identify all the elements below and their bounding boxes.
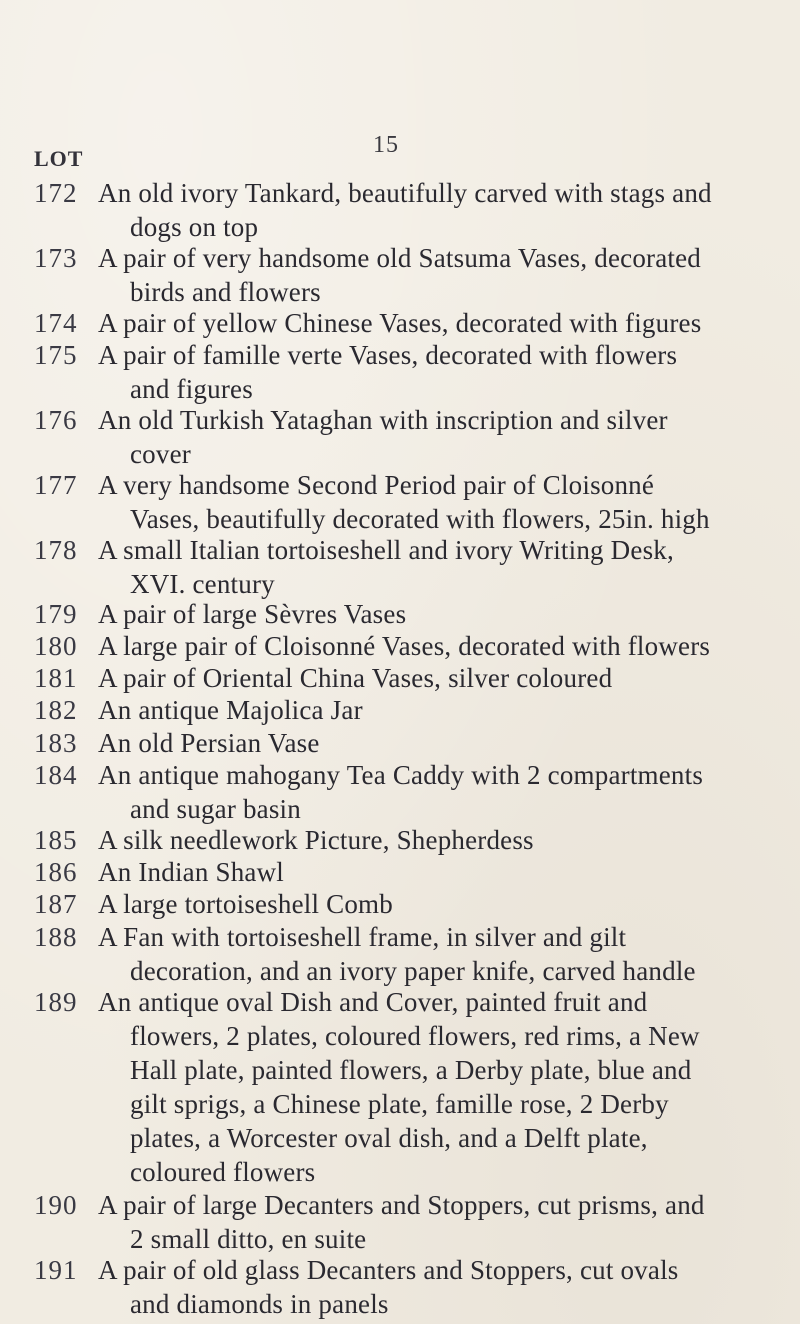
- lot-description-line: flowers, 2 plates, coloured flowers, red rims, a New: [130, 1021, 700, 1051]
- lot-description-line: and figures: [130, 374, 253, 404]
- lot-column-header: LOT: [34, 146, 84, 171]
- lot-description-line: An old Persian Vase: [98, 728, 320, 758]
- lot-description-line: A pair of very handsome old Satsuma Vases, decorated: [98, 243, 702, 273]
- lot-description-line: A pair of Oriental China Vases, silver coloured: [98, 663, 613, 693]
- lot-description-line: A large pair of Cloisonné Vases, decorated with flowers: [98, 631, 711, 661]
- lot-description-line: and diamonds in panels: [130, 1289, 389, 1319]
- lot-description-line: An antique oval Dish and Cover, painted fruit and: [98, 987, 648, 1017]
- lot-number: 172: [34, 178, 78, 208]
- lot-number: 178: [34, 535, 78, 565]
- lot-number: 176: [34, 405, 78, 435]
- lot-description-line: An Indian Shawl: [98, 857, 284, 887]
- lot-number: 188: [34, 922, 78, 952]
- lot-description-line: 2 small ditto, en suite: [130, 1224, 367, 1254]
- lot-description-line: decoration, and an ivory paper knife, carved handle: [130, 956, 696, 986]
- lot-description-line: cover: [130, 439, 191, 469]
- lot-description-line: Hall plate, painted flowers, a Derby plate, blue and: [130, 1055, 692, 1085]
- lot-description-line: and sugar basin: [130, 794, 301, 824]
- lot-number: 181: [34, 663, 78, 693]
- lot-number: 186: [34, 857, 78, 887]
- lot-description-line: An antique mahogany Tea Caddy with 2 compartments: [98, 760, 704, 790]
- lot-number: 179: [34, 599, 78, 629]
- lot-description-line: Vases, beautifully decorated with flowers, 25in. high: [130, 504, 710, 534]
- lot-number: 177: [34, 470, 78, 500]
- lot-number: 191: [34, 1255, 78, 1285]
- lot-description-line: A pair of famille verte Vases, decorated with flowers: [98, 340, 678, 370]
- lot-description-line: A pair of old glass Decanters and Stoppers, cut ovals: [98, 1255, 679, 1285]
- lot-number: 180: [34, 631, 78, 661]
- lot-number: 182: [34, 695, 78, 725]
- lot-description-line: birds and flowers: [130, 277, 321, 307]
- lot-number: 184: [34, 760, 78, 790]
- lot-number: 173: [34, 243, 78, 273]
- lot-number: 189: [34, 987, 78, 1017]
- lot-number: 174: [34, 308, 78, 338]
- lot-description-line: A small Italian tortoiseshell and ivory Writing Desk,: [98, 535, 674, 565]
- lot-description-line: A pair of large Sèvres Vases: [98, 599, 407, 629]
- page-number: 15: [373, 132, 399, 158]
- lot-description-line: An old ivory Tankard, beautifully carved with stags and: [98, 178, 712, 208]
- lot-description-line: XVI. century: [130, 569, 275, 599]
- lot-number: 183: [34, 728, 78, 758]
- lot-description-line: plates, a Worcester oval dish, and a Delft plate,: [130, 1123, 648, 1153]
- lot-description-line: gilt sprigs, a Chinese plate, famille rose, 2 Derby: [130, 1089, 669, 1119]
- lot-description-line: A large tortoiseshell Comb: [98, 889, 393, 919]
- lot-number: 175: [34, 340, 78, 370]
- lot-description-line: dogs on top: [130, 212, 259, 242]
- lot-description-line: A pair of yellow Chinese Vases, decorated with figures: [98, 308, 702, 338]
- lot-description-line: An old Turkish Yataghan with inscription and silver: [98, 405, 668, 435]
- lot-description-line: A silk needlework Picture, Shepherdess: [98, 825, 534, 855]
- lot-number: 190: [34, 1190, 78, 1220]
- lot-description-line: coloured flowers: [130, 1157, 316, 1187]
- lot-description-line: A pair of large Decanters and Stoppers, cut prisms, and: [98, 1190, 705, 1220]
- lot-number: 187: [34, 889, 78, 919]
- lot-description-line: A Fan with tortoiseshell frame, in silver and gilt: [98, 922, 627, 952]
- lot-description-line: A very handsome Second Period pair of Cloisonné: [98, 470, 655, 500]
- lot-number: 185: [34, 825, 78, 855]
- lot-description-line: An antique Majolica Jar: [98, 695, 363, 725]
